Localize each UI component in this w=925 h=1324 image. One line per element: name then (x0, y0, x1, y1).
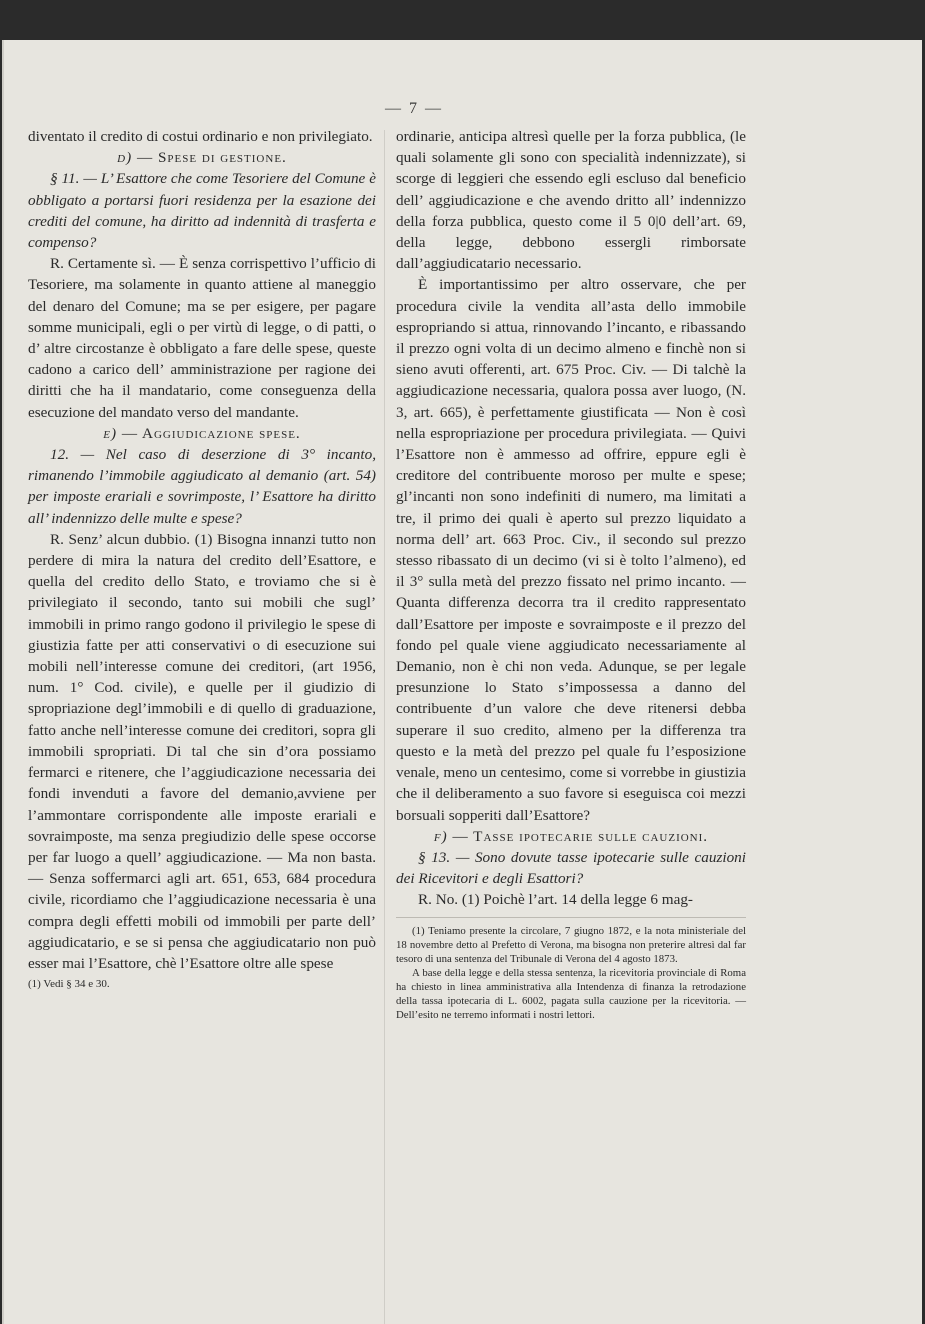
paragraph: ordinarie, anticipa altresì quelle per la forza pubblica, (le quali solamente gli sono con specialità indennizzate), si scorge di leggieri che essendo egli escluso dal beneficio dell’ aggiudicazione e che avendo dritto all’ indennizzo della forza pubblica, questo come il 5 0|0 dell’art. 69, della legge, debbono essergli rimborsate dall’aggiudicatario necessario. (396, 128, 746, 273)
question-12: 12. — Nel caso di deserzione di 3° incanto, rimanendo l’immobile aggiudicato al demanio (art. 54) per imposte erariali e sovrimposte, l’ Esattore ha diritto all’ indennizzo delle multe e spese? (28, 446, 376, 527)
answer-13: R. No. (1) Poichè l’art. 14 della legge 6 mag- (418, 891, 693, 909)
document-page (2, 40, 922, 1324)
heading-text: — Spese di gestione. (136, 149, 287, 167)
heading-letter: e) (103, 424, 118, 442)
answer-11: R. Certamente sì. — È senza corrispettivo l’ufficio di Tesoriere, ma solamente in quanto attiene al maneggio del denaro del Comune; ma se per esigere, per pagare somme municipali, egli o per virtù di legge, o di patti, o d’ altre circostanze è obbligato a fare delle spese, queste cadono a carico dell’ amministrazione per ragione dei diritti che ha il mandatario, come conseguenza della esecuzione del mandato verso del mandante. (28, 255, 376, 421)
heading-text: — Tasse ipotecarie sulle cauzioni. (452, 827, 709, 845)
section-heading-e (28, 423, 376, 444)
footnote-block (396, 917, 746, 1022)
footnote-text: A base della legge e della stessa sentenza, la ricevitoria provinciale di Roma ha chiesto in linea amministrativa alla Intendenza di finanza la retrodazione della tassa ipotecaria di L. 6002, pagata sulla cauzione per la ricevitoria. — Dell’esito ne terremo informati i nostri lettori. (396, 966, 746, 1021)
section-heading-d (28, 147, 376, 168)
footnote: (1) Vedi § 34 e 30. (28, 978, 110, 991)
section-heading-f (396, 826, 746, 847)
question-11: § 11. — L’ Esattore che come Tesoriere del Comune è obbligato a portarsi fuori residenza per la esazione dei crediti del comune, ha diritto ad indennità di trasferta e compenso? (28, 170, 376, 252)
heading-text: — Aggiudicazione spese. (121, 424, 301, 442)
paragraph: È importantissimo per altro osservare, che per procedura civile la vendita all’asta dello immobile espropriando si attua, rinnovando l’incanto, e ribassando il prezzo ogni volta di un decimo almeno e finchè non si sieno avuti offerenti, art. 675 Proc. Civ. — Di talchè la aggiudicazione necessaria, qualora possa aver luogo, (N. 3, art. 665), è perfettamente giustificata — Non è così nella espropriazione per procedura privilegiata. — Quivi l’Esattore non è ammesso ad offrire, eppure egli è creditore del contribuente moroso per multe e spese; gl’incanti non sono indefiniti di numero, ma limitati a tre, il primo dei quali è aperto sul prezzo liquidato a norma dell’ art. 663 Proc. Civ., il secondo sul prezzo stesso ribassato di un decimo (vi si è tolto l’almeno), ed il 3° sulla metà del prezzo fissato nel primo incanto. — Quanta differenza decorra tra il credito rappresentato dall’Esattore per imposte e sovraimposte e il prezzo del fondo pel quale viene aggiudicato necessariamente al Demanio, non è chi non veda. Adunque, se per legale presunzione lo Stato s’impossessa a danno del contribuente d’un valore che deve ritenersi debba superare il suo credito, almeno per la differenza tra questo e la metà del prezzo pel quale fu l’esposizione venale, meno un centesimo, come si vorrebbe in giustizia che il deliberamento a suo favore si eseguisca coi mezzi borsuali sopperiti dall’Esattore? (396, 276, 746, 824)
heading-letter: f) (433, 827, 448, 845)
heading-letter: d) (117, 149, 133, 167)
left-column (28, 126, 376, 995)
answer-12: R. Senz’ alcun dubbio. (1) Bisogna innanzi tutto non perdere di mira la natura del credito dell’Esattore, e quella del credito dello Stato, e troviamo che si è privilegiato il secondo, tanto sui mobili che sugl’ immobili in primo rango godono il privilegio le spese di giustizia fatte per atti conservativi o di esecuzione sui mobili nell’interesse comune dei creditori, (art 1956, num. 1° Cod. civile), e quelle per il giudizio di spropriazione degl’immobili e di quello di graduazione, fatto anche nell’interesse comune dei creditori, sopra gli immobili spropriati. Di tal che sin d’ora possiamo fermarci e ritenere, che l’aggiudicazione necessaria dei fondi invenduti a favore del demanio,avviene per l’ammontare corrispondente alle imposte erariali e sovraimposte, ma senza pregiudizio delle spese occorse per far luogo a quell’ aggiudicazione. — Ma non basta. — Senza soffermarci agli art. 651, 653, 684 procedura civile, ricordiamo che l’aggiudicazione necessaria è una compra degli effetti mobili od immobili per parte dell’ aggiudicatario, e se si pensa che aggiudicatario non può esser mai l’Esattore, chè l’Esattore oltre alle spese (28, 530, 376, 972)
column-divider (384, 130, 385, 1324)
footnote-text: (1) Teniamo presente la circolare, 7 giugno 1872, e la nota ministeriale del 18 novembre detto al Prefetto di Verona, ma bisogna non preterire altresì dal far tesoro di una sentenza del Tribunale di Verona del 4 agosto 1873. (396, 924, 746, 965)
paragraph: diventato il credito di costui ordinario e non privilegiato. (28, 128, 373, 145)
right-column (396, 126, 746, 1022)
question-13: § 13. — Sono dovute tasse ipotecarie sulle cauzioni dei Ricevitori e degli Esattori? (396, 848, 746, 888)
page-number: — 7 — (385, 100, 443, 117)
